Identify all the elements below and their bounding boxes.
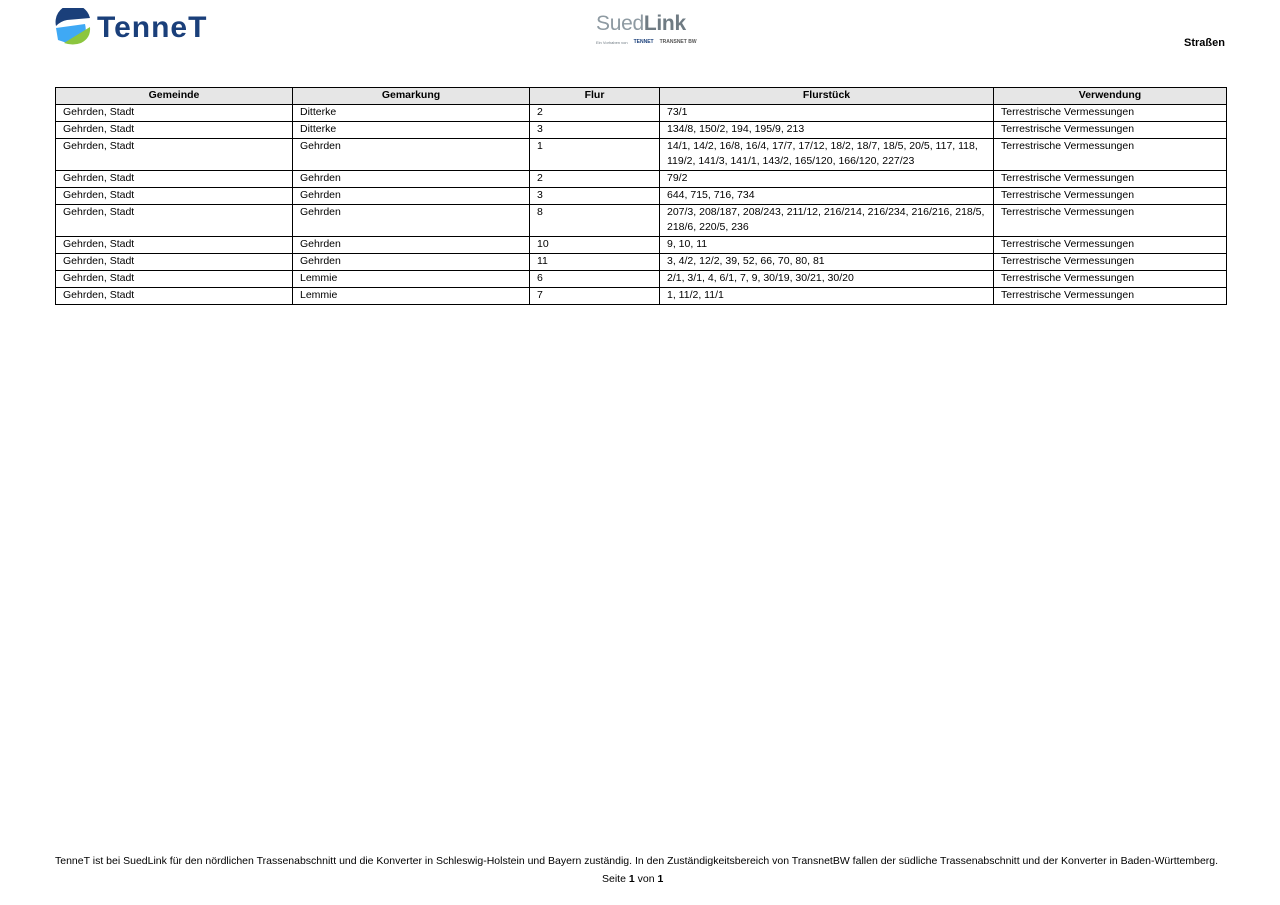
table-row bbox=[56, 205, 1227, 237]
table-cell: Terrestrische Vermessungen bbox=[994, 271, 1227, 288]
suedlink-wordmark bbox=[596, 12, 688, 36]
table-cell: Terrestrische Vermessungen bbox=[994, 237, 1227, 254]
table-cell: 6 bbox=[530, 271, 660, 288]
table-cell: 11 bbox=[530, 254, 660, 271]
table-row bbox=[56, 105, 1227, 122]
table-cell: 2 bbox=[530, 105, 660, 122]
table-cell: 2 bbox=[530, 171, 660, 188]
table-cell: Terrestrische Vermessungen bbox=[994, 254, 1227, 271]
table-cell: Gehrden bbox=[293, 188, 530, 205]
page-prefix: Seite bbox=[602, 873, 626, 885]
column-header: Verwendung bbox=[994, 88, 1227, 105]
column-header: Flur bbox=[530, 88, 660, 105]
parcel-table bbox=[55, 87, 1227, 305]
table-cell: Gehrden, Stadt bbox=[56, 205, 293, 237]
footer-note: TenneT ist bei SuedLink für den nördlichen Trassenabschnitt und die Konverter in Schleswig-Holstein und Bayern zuständig. In den Zuständigkeitsbereich von TransnetBW fallen der südliche Trassenabschnitt und der Konverter in Baden-Württemberg. bbox=[55, 855, 1219, 867]
suedlink-sub-brand2: TRANSNET BW bbox=[659, 39, 697, 45]
page-total: 1 bbox=[657, 873, 664, 885]
table-cell: Gehrden, Stadt bbox=[56, 105, 293, 122]
table-cell: 3 bbox=[530, 122, 660, 139]
table-cell: Gehrden bbox=[293, 205, 530, 237]
table-cell: Terrestrische Vermessungen bbox=[994, 105, 1227, 122]
table-cell: Gehrden bbox=[293, 139, 530, 171]
suedlink-word-part2: Link bbox=[643, 12, 686, 35]
table-cell: Gehrden, Stadt bbox=[56, 254, 293, 271]
table-row bbox=[56, 237, 1227, 254]
suedlink-sub-text: Ein Vorhaben von bbox=[596, 39, 628, 45]
table-cell: Ditterke bbox=[293, 122, 530, 139]
table-header-row bbox=[56, 88, 1227, 105]
table-cell: Gehrden, Stadt bbox=[56, 171, 293, 188]
tennet-logo bbox=[55, 8, 240, 46]
tennet-emblem-icon bbox=[56, 8, 91, 45]
tennet-wordmark: TenneT bbox=[97, 11, 208, 44]
table-row bbox=[56, 288, 1227, 305]
table-cell: 10 bbox=[530, 237, 660, 254]
table-cell: Terrestrische Vermessungen bbox=[994, 171, 1227, 188]
tennet-logo-graphic bbox=[55, 8, 240, 46]
column-header: Gemarkung bbox=[293, 88, 530, 105]
table-cell: 14/1, 14/2, 16/8, 16/4, 17/7, 17/12, 18/2, 18/7, 18/5, 20/5, 117, 118, 119/2, 141/3, 141/1, 143/2, 165/120, 166/120, 227/23 bbox=[660, 139, 994, 171]
table-cell: Gehrden bbox=[293, 237, 530, 254]
table-cell: 7 bbox=[530, 288, 660, 305]
suedlink-sub-brand1: TENNET bbox=[633, 39, 654, 45]
table-cell: Gehrden, Stadt bbox=[56, 288, 293, 305]
table-cell: 79/2 bbox=[660, 171, 994, 188]
table-cell: Gehrden, Stadt bbox=[56, 188, 293, 205]
table-cell: Lemmie bbox=[293, 271, 530, 288]
table-cell: Terrestrische Vermessungen bbox=[994, 122, 1227, 139]
suedlink-subline bbox=[596, 39, 697, 45]
table-row bbox=[56, 122, 1227, 139]
table-cell: Gehrden, Stadt bbox=[56, 122, 293, 139]
table-cell: Terrestrische Vermessungen bbox=[994, 288, 1227, 305]
column-header: Flurstück bbox=[660, 88, 994, 105]
table-cell: Terrestrische Vermessungen bbox=[994, 188, 1227, 205]
suedlink-logo bbox=[596, 12, 697, 48]
suedlink-word-part1: Sued bbox=[596, 12, 644, 35]
table-cell: Gehrden bbox=[293, 254, 530, 271]
table-cell: Terrestrische Vermessungen bbox=[994, 205, 1227, 237]
column-header: Gemeinde bbox=[56, 88, 293, 105]
table-cell: 207/3, 208/187, 208/243, 211/12, 216/214, 216/234, 216/216, 218/5, 218/6, 220/5, 236 bbox=[660, 205, 994, 237]
table-cell: Lemmie bbox=[293, 288, 530, 305]
table-row bbox=[56, 188, 1227, 205]
table-row bbox=[56, 171, 1227, 188]
section-title: Straßen bbox=[1184, 37, 1225, 49]
table-cell: Ditterke bbox=[293, 105, 530, 122]
table-cell: 644, 715, 716, 734 bbox=[660, 188, 994, 205]
table-row bbox=[56, 271, 1227, 288]
table-cell: 2/1, 3/1, 4, 6/1, 7, 9, 30/19, 30/21, 30/20 bbox=[660, 271, 994, 288]
table-cell: Gehrden bbox=[293, 171, 530, 188]
table-cell: 3, 4/2, 12/2, 39, 52, 66, 70, 80, 81 bbox=[660, 254, 994, 271]
page-mid: von bbox=[637, 873, 655, 885]
table-cell: 134/8, 150/2, 194, 195/9, 213 bbox=[660, 122, 994, 139]
table-cell: Gehrden, Stadt bbox=[56, 237, 293, 254]
table-cell: Gehrden, Stadt bbox=[56, 271, 293, 288]
table-row bbox=[56, 254, 1227, 271]
table-cell: 3 bbox=[530, 188, 660, 205]
table-cell: Gehrden, Stadt bbox=[56, 139, 293, 171]
table-cell: 73/1 bbox=[660, 105, 994, 122]
table-cell: 8 bbox=[530, 205, 660, 237]
table-cell: 1, 11/2, 11/1 bbox=[660, 288, 994, 305]
table-row bbox=[56, 139, 1227, 171]
table-cell: 9, 10, 11 bbox=[660, 237, 994, 254]
table-cell: Terrestrische Vermessungen bbox=[994, 139, 1227, 171]
table-cell: 1 bbox=[530, 139, 660, 171]
page-current: 1 bbox=[628, 873, 635, 885]
page-number bbox=[602, 870, 663, 888]
